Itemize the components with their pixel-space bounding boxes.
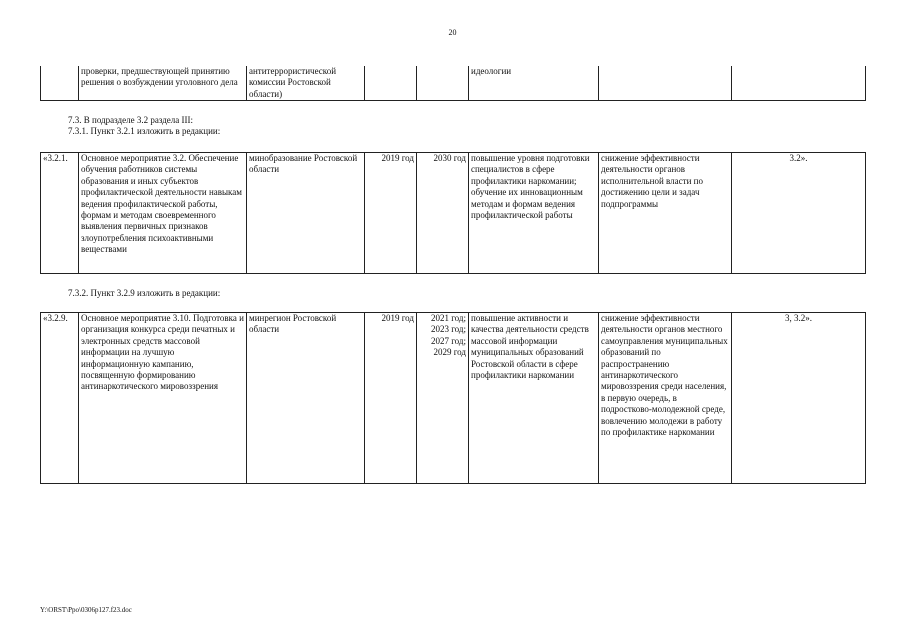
table-row [41, 66, 866, 101]
end-year-4: 2029 год [433, 347, 466, 358]
cell-link: 3.2». [732, 153, 866, 274]
cell-start [365, 66, 417, 101]
cell-end: 2030 год [417, 153, 469, 274]
table-row [41, 153, 866, 274]
cell-link [732, 66, 866, 101]
cell-consequences [599, 66, 732, 101]
paragraph-7-3-1: 7.3.1. Пункт 3.2.1 изложить в редакции: [68, 126, 221, 136]
cell-number: «3.2.1. [41, 153, 79, 274]
cell-consequences: снижение эффективности деятельности органов исполнительной власти по достижению цели и задач подпрограммы [599, 153, 732, 274]
cell-consequences: снижение эффективности деятельности органов местного самоуправления муниципальных образований по распространению антинаркотического мировоззрения среди населения, в первую очередь, в подростково-молодежной среде, вовлечению молодежи в работу по профилактике наркомании [599, 313, 732, 484]
cell-activity: проверки, предшествующей принятию решения о возбуждении уголовного дела [79, 66, 247, 101]
continuation-table [40, 66, 866, 101]
cell-end [417, 313, 469, 484]
cell-result: идеологии [469, 66, 599, 101]
page-number: 20 [448, 28, 457, 37]
paragraph-7-3-2: 7.3.2. Пункт 3.2.9 изложить в редакции: [68, 288, 221, 298]
cell-start: 2019 год [365, 153, 417, 274]
cell-executor: антитеррористической комиссии Ростовской области) [247, 66, 365, 101]
file-path-footer: Y:\ORST\Ppo\0306p127.f23.doc [40, 606, 132, 614]
cell-activity: Основное мероприятие 3.10. Подготовка и организация конкурса среди печатных и электронных средств массовой информации на лучшую информационную кампанию, посвященную формированию антинаркотического мировоззрения [79, 313, 247, 484]
paragraph-7-3: 7.3. В подразделе 3.2 раздела III: [68, 115, 194, 125]
end-year-1: 2021 год; [430, 313, 466, 323]
cell-end [417, 66, 469, 101]
cell-start: 2019 год [365, 313, 417, 484]
cell-link: 3, 3.2». [732, 313, 866, 484]
end-year-2: 2023 год; [430, 324, 466, 335]
end-year-3: 2027 год; [430, 335, 466, 346]
table-row [41, 313, 866, 484]
cell-number: «3.2.9. [41, 313, 79, 484]
cell-executor: минрегион Ростовской области [247, 313, 365, 484]
cell-executor: минобразование Ростовской области [247, 153, 365, 274]
cell-result: повышение уровня подготовки специалистов в сфере профилактики наркомании; обучение их инновационным методам и формам ведения профилактической работы [469, 153, 599, 274]
table-3-2-1 [40, 152, 866, 274]
cell-activity: Основное мероприятие 3.2. Обеспечение обучения работников системы образования и иных субъектов профилактической деятельности навыкам ведения профилактической работы, формам и методам своевременного выявления первичных признаков злоупотребления психоактивными веществами [79, 153, 247, 274]
cell-number [41, 66, 79, 101]
table-3-2-9 [40, 312, 866, 484]
cell-result: повышение активности и качества деятельности средств массовой информации муниципальных образований Ростовской области в сфере профилактики наркомании [469, 313, 599, 484]
